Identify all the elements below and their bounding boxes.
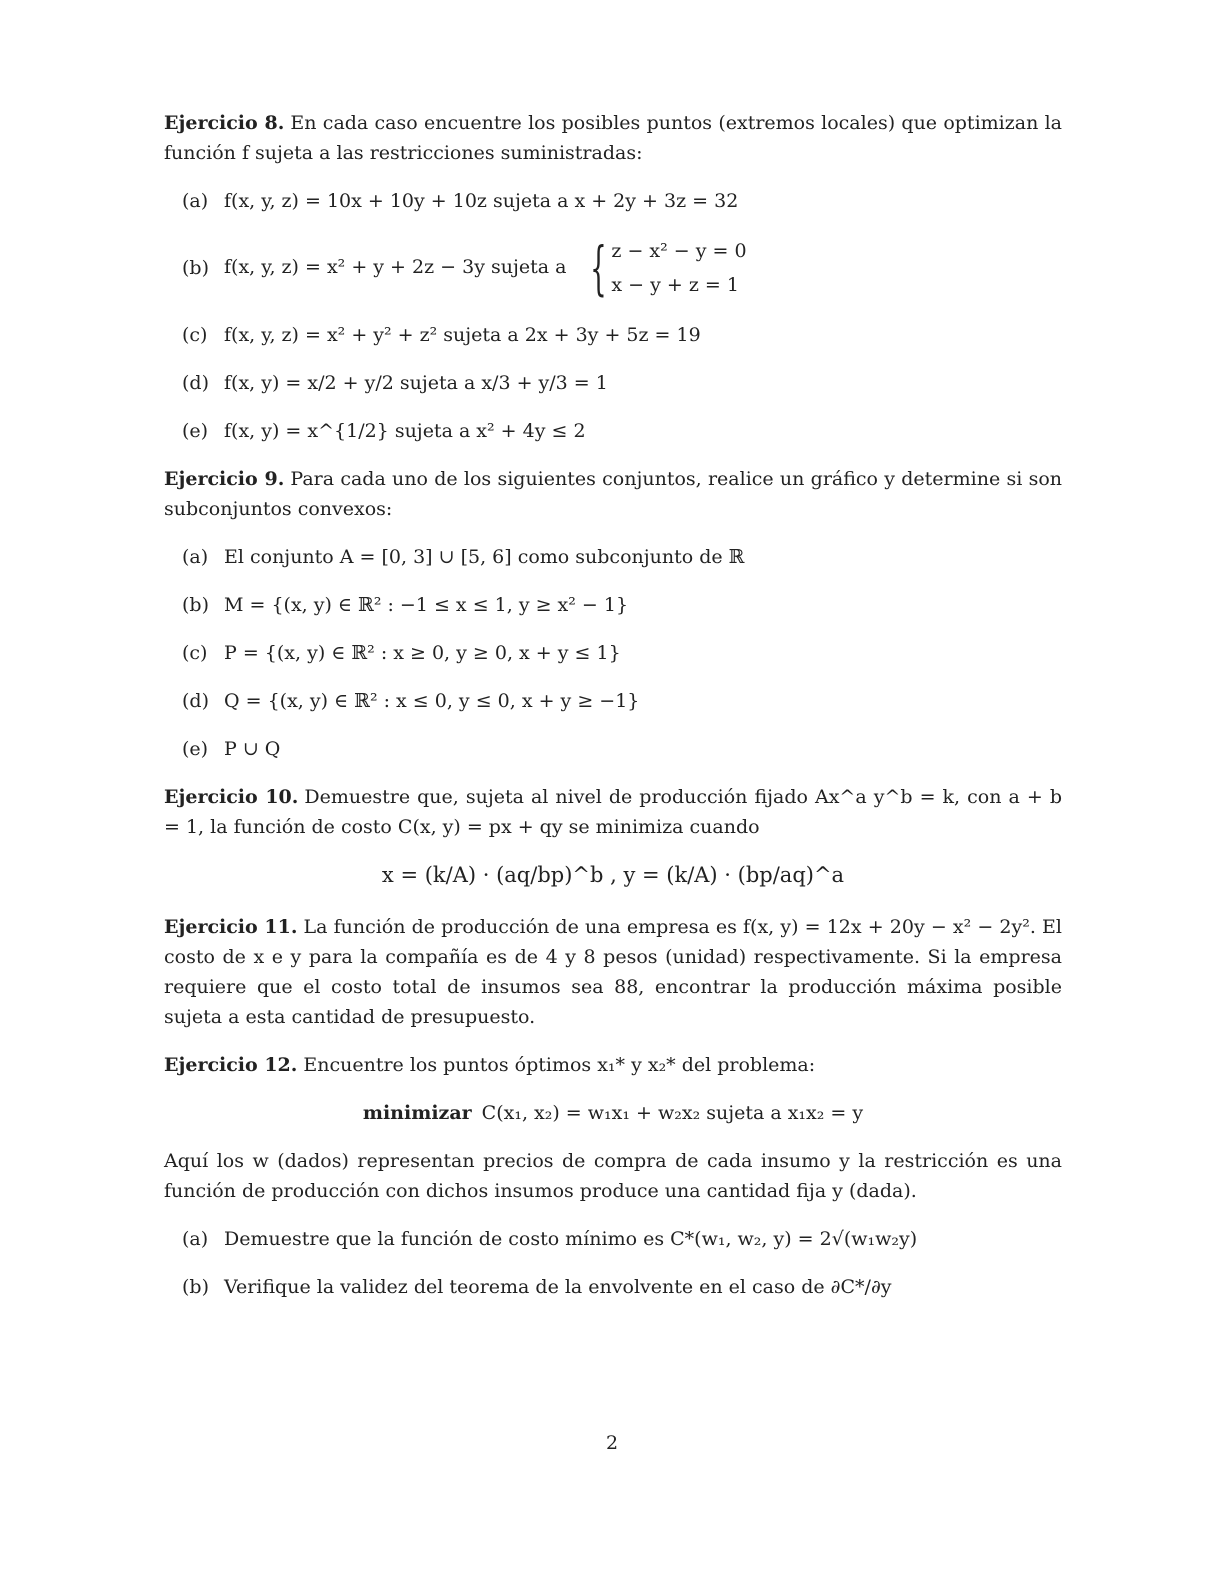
item-text (224, 234, 1062, 302)
exercise-11-text: La función de producción de una empresa es f(x, y) = 12x + 20y − x² − 2y². El costo de x e y para la compañía es de 4 y 8 pesos (unidad) respectivamente. Si la empresa requiere que el costo total de insumos sea 88, encontrar la producción máxima posible sujeta a esta cantidad de presupuesto. (164, 916, 1063, 1028)
list-item (182, 1272, 1062, 1302)
item-text-main: f(x, y, z) = x² + y + 2z − 3y sujeta a (224, 256, 567, 278)
page-number: 2 (605, 1432, 619, 1454)
item-text: f(x, y, z) = x² + y² + z² sujeta a 2x + 3y + 5z = 19 (224, 324, 701, 346)
exercise-12 (164, 1050, 1062, 1080)
exercise-12-text2: Aquí los w (dados) representan precios de compra de cada insumo y la restricción es una función de producción con dichos insumos produce una cantidad fija y (dada). (164, 1150, 1062, 1202)
exercise-9-items (182, 542, 1062, 764)
item-text: f(x, y, z) = 10x + 10y + 10z sujeta a x + 2y + 3z = 32 (224, 190, 739, 212)
exercise-12-items (182, 1224, 1062, 1302)
exercise-10-label: Ejercicio 10. (164, 786, 299, 808)
left-brace-icon: { (590, 234, 608, 302)
item-label: (a) (182, 1228, 209, 1250)
list-item (182, 1224, 1062, 1254)
item-text: El conjunto A = [0, 3] ∪ [5, 6] como subconjunto de ℝ (224, 546, 745, 568)
exercise-8 (164, 108, 1062, 168)
list-item (182, 734, 1062, 764)
exercise-12-label: Ejercicio 12. (164, 1054, 298, 1076)
list-item (182, 542, 1062, 572)
exercise-11 (164, 912, 1062, 1032)
list-item (182, 368, 1062, 398)
exercise-8-text: En cada caso encuentre los posibles puntos (extremos locales) que optimizan la función f sujeta a las restricciones suministradas: (164, 112, 1063, 164)
exercise-10-text: Demuestre que, sujeta al nivel de producción fijado Ax^a y^b = k, con a + b = 1, la función de costo C(x, y) = px + qy se minimiza cuando (164, 786, 1063, 838)
item-label: (e) (182, 420, 209, 442)
list-item (182, 320, 1062, 350)
item-label: (b) (182, 257, 209, 279)
exercise-12-equation (164, 1098, 1062, 1128)
constraint-system (580, 234, 746, 302)
exercise-10 (164, 782, 1062, 842)
item-label: (d) (182, 372, 209, 394)
equation-body: C(x₁, x₂) = w₁x₁ + w₂x₂ sujeta a x₁x₂ = y (481, 1102, 864, 1124)
exercise-9-label: Ejercicio 9. (164, 468, 285, 490)
list-item (182, 234, 1062, 302)
item-label: (b) (182, 1276, 209, 1298)
item-label: (c) (182, 324, 208, 346)
system-lines (611, 234, 746, 302)
item-label: (d) (182, 690, 209, 712)
item-label: (a) (182, 546, 209, 568)
item-label: (e) (182, 738, 209, 760)
system-line: z − x² − y = 0 (611, 240, 747, 262)
item-text: f(x, y) = x^{1/2} sujeta a x² + 4y ≤ 2 (224, 420, 586, 442)
item-text: Verifique la validez del teorema de la envolvente en el caso de ∂C*/∂y (224, 1276, 892, 1298)
list-item (182, 590, 1062, 620)
item-label: (c) (182, 642, 208, 664)
item-text: M = {(x, y) ∈ ℝ² : −1 ≤ x ≤ 1, y ≥ x² − 1} (224, 594, 629, 616)
item-text: Demuestre que la función de costo mínimo es C*(w₁, w₂, y) = 2√(w₁w₂y) (224, 1228, 918, 1250)
equation-label: minimizar (362, 1102, 472, 1124)
exercise-8-label: Ejercicio 8. (164, 112, 285, 134)
item-text: P ∪ Q (224, 738, 281, 760)
system-line: x − y + z = 1 (611, 274, 739, 296)
exercise-9 (164, 464, 1062, 524)
list-item (182, 186, 1062, 216)
exercise-9-text: Para cada uno de los siguientes conjuntos, realice un gráfico y determine si son subconjuntos convexos: (164, 468, 1063, 520)
exercise-12-text: Encuentre los puntos óptimos x₁* y x₂* del problema: (303, 1054, 816, 1076)
exercise-11-label: Ejercicio 11. (164, 916, 298, 938)
page-content (164, 108, 1062, 1320)
list-item (182, 686, 1062, 716)
exercise-10-equation: x = (k/A) · (aq/bp)^b , y = (k/A) · (bp/aq)^a (381, 863, 845, 887)
item-label: (a) (182, 190, 209, 212)
item-text: P = {(x, y) ∈ ℝ² : x ≥ 0, y ≥ 0, x + y ≤ 1} (224, 642, 621, 664)
item-text: f(x, y) = x/2 + y/2 sujeta a x/3 + y/3 = 1 (224, 372, 608, 394)
item-text: Q = {(x, y) ∈ ℝ² : x ≤ 0, y ≤ 0, x + y ≥ −1} (224, 690, 640, 712)
list-item (182, 416, 1062, 446)
item-label: (b) (182, 594, 209, 616)
exercise-8-items (182, 186, 1062, 446)
list-item (182, 638, 1062, 668)
